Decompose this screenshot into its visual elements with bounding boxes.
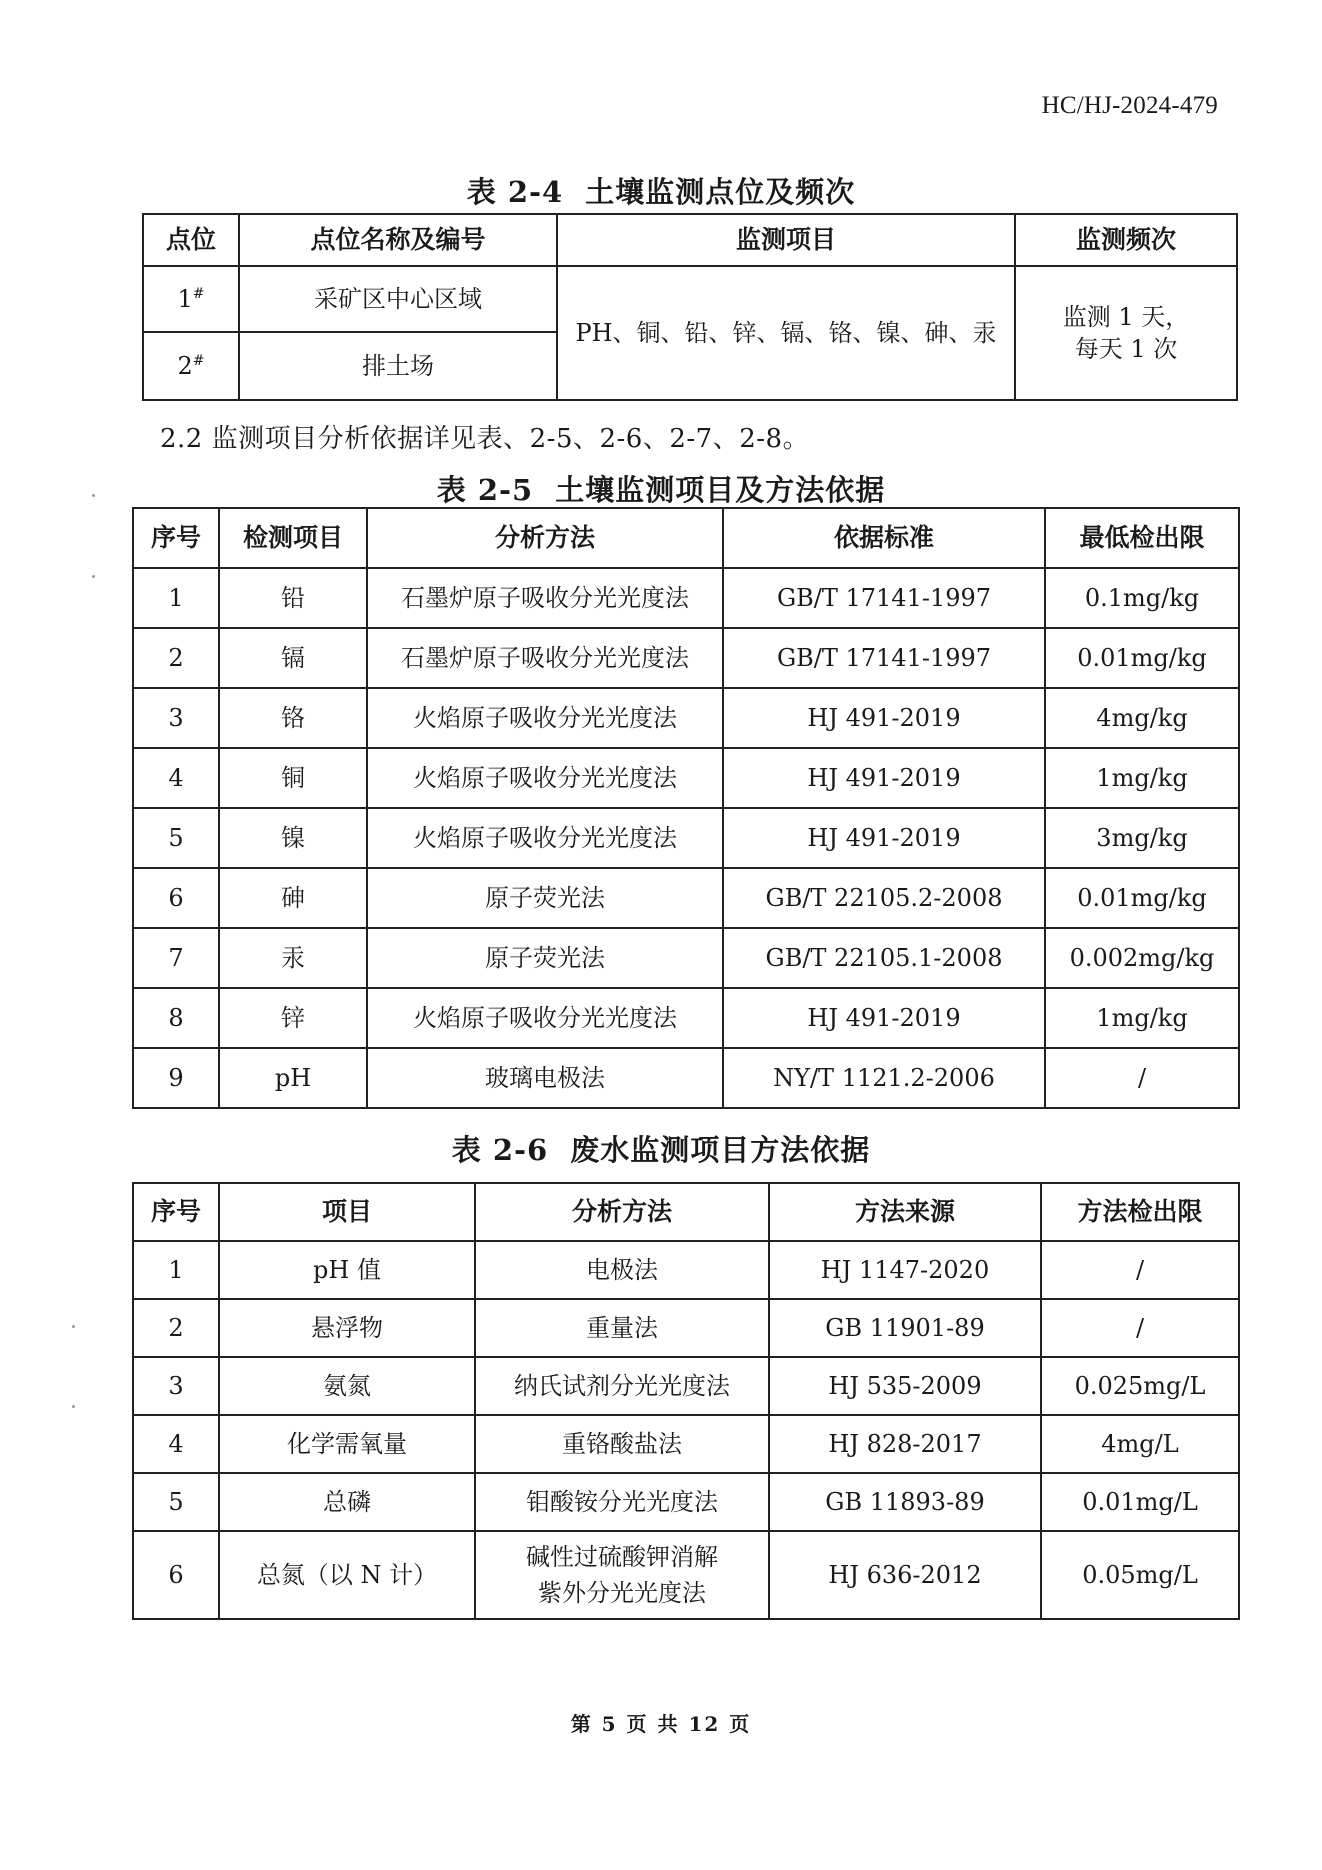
column-header: 项目 [219,1183,475,1241]
item-cell: 总氮（以 N 计） [219,1531,475,1619]
monitoring-items-cell: PH、铜、铅、锌、镉、铬、镍、砷、汞 [557,266,1015,400]
limit-cell: 0.025mg/L [1041,1357,1239,1415]
standard-cell: GB/T 17141-1997 [723,628,1045,688]
table-2-5 [132,507,1240,1109]
item-cell: 铅 [219,568,367,628]
table-2-5-number: 表 2-5 [436,473,534,507]
standard-cell: GB 11893-89 [769,1473,1041,1531]
table-2-4 [142,213,1238,401]
column-header: 方法来源 [769,1183,1041,1241]
standard-cell: HJ 1147-2020 [769,1241,1041,1299]
standard-cell: HJ 491-2019 [723,748,1045,808]
limit-cell: 0.01mg/kg [1045,628,1239,688]
limit-cell: 0.01mg/L [1041,1473,1239,1531]
scan-speck [72,1405,75,1408]
limit-cell: 0.1mg/kg [1045,568,1239,628]
table-row [133,868,1239,928]
index-cell: 3 [133,688,219,748]
table-2-5-caption [0,468,1322,509]
column-header: 分析方法 [367,508,723,568]
column-header: 检测项目 [219,508,367,568]
index-cell: 2 [133,628,219,688]
limit-cell: 4mg/L [1041,1415,1239,1473]
method-cell: 火焰原子吸收分光光度法 [367,748,723,808]
page-footer: 第 5 页 共 12 页 [570,1712,752,1736]
column-header: 分析方法 [475,1183,769,1241]
standard-cell: GB/T 22105.2-2008 [723,868,1045,928]
limit-cell: 4mg/kg [1045,688,1239,748]
item-cell: 铜 [219,748,367,808]
table-row [133,1048,1239,1108]
item-cell: pH [219,1048,367,1108]
method-cell: 石墨炉原子吸收分光光度法 [367,568,723,628]
table-2-6-title: 废水监测项目方法依据 [570,1133,871,1167]
table-row [133,1241,1239,1299]
method-cell: 火焰原子吸收分光光度法 [367,808,723,868]
standard-cell: HJ 491-2019 [723,688,1045,748]
limit-cell: / [1041,1299,1239,1357]
table-row [133,1357,1239,1415]
column-header: 点位名称及编号 [239,214,557,266]
limit-cell: 0.002mg/kg [1045,928,1239,988]
column-header: 点位 [143,214,239,266]
index-cell: 2 [133,1299,219,1357]
table-2-6-caption [0,1128,1322,1169]
table-2-6 [132,1182,1240,1620]
item-cell: 汞 [219,928,367,988]
table-2-6-body [133,1241,1239,1619]
index-cell: 4 [133,748,219,808]
point-cell [143,332,239,400]
table-row [133,628,1239,688]
item-cell: pH 值 [219,1241,475,1299]
limit-cell: 1mg/kg [1045,988,1239,1048]
limit-cell: 3mg/kg [1045,808,1239,868]
table-2-4-number: 表 2-4 [466,175,564,209]
table-row [143,266,1237,332]
limit-cell: 0.05mg/L [1041,1531,1239,1619]
index-cell: 5 [133,1473,219,1531]
standard-cell: HJ 491-2019 [723,988,1045,1048]
limit-cell: 1mg/kg [1045,748,1239,808]
scan-speck [92,575,95,578]
item-cell: 悬浮物 [219,1299,475,1357]
table-row [133,1531,1239,1619]
index-cell: 7 [133,928,219,988]
table-2-6-number: 表 2-6 [451,1133,549,1167]
table-row [133,568,1239,628]
method-cell: 原子荧光法 [367,868,723,928]
method-cell: 火焰原子吸收分光光度法 [367,988,723,1048]
item-cell: 总磷 [219,1473,475,1531]
index-cell: 1 [133,1241,219,1299]
method-cell: 原子荧光法 [367,928,723,988]
method-cell: 碱性过硫酸钾消解紫外分光光度法 [475,1531,769,1619]
index-cell: 9 [133,1048,219,1108]
limit-cell: 0.01mg/kg [1045,868,1239,928]
method-cell: 重铬酸盐法 [475,1415,769,1473]
column-header: 最低检出限 [1045,508,1239,568]
standard-cell: HJ 636-2012 [769,1531,1041,1619]
table-2-4-title: 土壤监测点位及频次 [585,175,856,209]
point-number: 1 [177,284,193,313]
standard-cell: GB/T 22105.1-2008 [723,928,1045,988]
limit-cell: / [1045,1048,1239,1108]
standard-cell: HJ 828-2017 [769,1415,1041,1473]
index-cell: 1 [133,568,219,628]
standard-cell: HJ 491-2019 [723,808,1045,868]
index-cell: 3 [133,1357,219,1415]
table-header-row [143,214,1237,266]
method-cell: 玻璃电极法 [367,1048,723,1108]
point-mark: # [192,285,205,302]
table-row [133,928,1239,988]
table-row [133,748,1239,808]
item-cell: 化学需氧量 [219,1415,475,1473]
item-cell: 砷 [219,868,367,928]
column-header: 监测频次 [1015,214,1237,266]
column-header: 依据标准 [723,508,1045,568]
index-cell: 8 [133,988,219,1048]
point-name-cell: 排土场 [239,332,557,400]
item-cell: 镉 [219,628,367,688]
table-row [133,1473,1239,1531]
method-cell: 石墨炉原子吸收分光光度法 [367,628,723,688]
table-2-4-caption [0,170,1322,211]
table-header-row [133,508,1239,568]
table-row [133,688,1239,748]
standard-cell: GB/T 17141-1997 [723,568,1045,628]
item-cell: 镍 [219,808,367,868]
index-cell: 4 [133,1415,219,1473]
item-cell: 铬 [219,688,367,748]
method-cell: 重量法 [475,1299,769,1357]
standard-cell: HJ 535-2009 [769,1357,1041,1415]
standard-cell: GB 11901-89 [769,1299,1041,1357]
table-row [133,988,1239,1048]
monitoring-frequency-cell: 监测 1 天，每天 1 次 [1015,266,1237,400]
scan-speck [72,1325,75,1328]
section-paragraph: 2.2 监测项目分析依据详见表、2-5、2-6、2-7、2-8。 [160,424,810,454]
column-header: 方法检出限 [1041,1183,1239,1241]
method-cell: 纳氏试剂分光光度法 [475,1357,769,1415]
item-cell: 氨氮 [219,1357,475,1415]
column-header: 序号 [133,508,219,568]
method-cell: 电极法 [475,1241,769,1299]
method-cell: 钼酸铵分光光度法 [475,1473,769,1531]
point-name-cell: 采矿区中心区域 [239,266,557,332]
table-row [133,808,1239,868]
method-cell: 火焰原子吸收分光光度法 [367,688,723,748]
document-code: HC/HJ-2024-479 [1041,92,1218,119]
index-cell: 6 [133,868,219,928]
scan-speck [92,494,95,497]
table-row [133,1415,1239,1473]
index-cell: 6 [133,1531,219,1619]
point-number: 2 [177,351,193,380]
standard-cell: NY/T 1121.2-2006 [723,1048,1045,1108]
limit-cell: / [1041,1241,1239,1299]
column-header: 序号 [133,1183,219,1241]
column-header: 监测项目 [557,214,1015,266]
table-row [133,1299,1239,1357]
table-2-5-body [133,568,1239,1108]
point-mark: # [192,352,205,369]
table-header-row [133,1183,1239,1241]
table-2-5-title: 土壤监测项目及方法依据 [555,473,886,507]
point-cell [143,266,239,332]
index-cell: 5 [133,808,219,868]
item-cell: 锌 [219,988,367,1048]
